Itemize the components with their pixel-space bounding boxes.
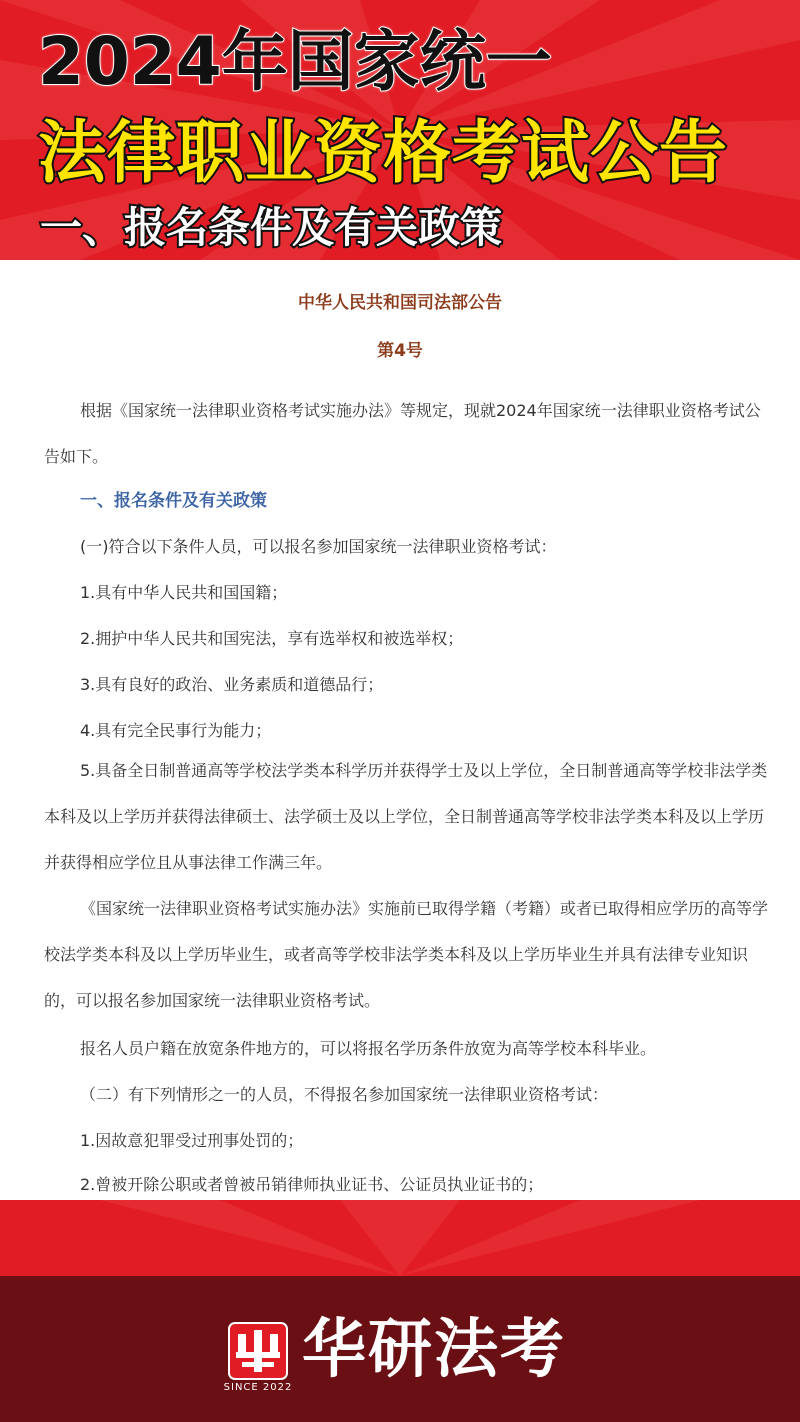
- footer-rays: [0, 1200, 800, 1276]
- sub-clause-1: (一)符合以下条件人员，可以报名参加国家统一法律职业资格考试：: [80, 537, 557, 556]
- announcement-document: [0, 260, 800, 1200]
- intro-paragraph: 根据《国家统一法律职业资格考试实施办法》等规定，现就2024年国家统一法律职业资格考试公告如下。: [44, 401, 761, 466]
- header-banner: [0, 0, 800, 260]
- title-section-line: 一、报名条件及有关政策: [40, 203, 503, 252]
- document-title: 中华人民共和国司法部公告: [298, 293, 502, 313]
- list-item: 1.具有中华人民共和国国籍；: [80, 583, 288, 602]
- since-label: SINCE 2022: [223, 1382, 293, 1393]
- list-item: 2.拥护中华人民共和国宪法，享有选举权和被选举权；: [80, 629, 464, 648]
- brand-logo-icon: [228, 1322, 288, 1380]
- relaxation-paragraph: 报名人员户籍在放宽条件地方的，可以将报名学历条件放宽为高等学校本科毕业。: [80, 1039, 657, 1058]
- sub-clause-2: （二）有下列情形之一的人员，不得报名参加国家统一法律职业资格考试：: [80, 1085, 609, 1104]
- list-item: 4.具有完全民事行为能力；: [80, 721, 272, 740]
- brand-name: 华研法考: [302, 1313, 566, 1387]
- implementation-paragraph: 《国家统一法律职业资格考试实施办法》实施前已取得学籍（考籍）或者已取得相应学历的高等学校法学类本科及以上学历毕业生，或者高等学校非法学类本科及以上学历毕业生并具有法律专业知识的，可以报名参加国家统一法律职业资格考试。: [44, 899, 769, 1010]
- list-item: 2.曾被开除公职或者曾被吊销律师执业证书、公证员执业证书的；: [80, 1175, 544, 1194]
- section-heading: 一、报名条件及有关政策: [80, 491, 267, 511]
- footer-red-band: [0, 1200, 800, 1276]
- title-main-line: 法律职业资格考试公告: [38, 114, 729, 193]
- list-item: 1.因故意犯罪受过刑事处罚的；: [80, 1131, 304, 1150]
- document-number: 第4号: [377, 341, 423, 361]
- list-item-5: 5.具备全日制普通高等学校法学类本科学历并获得学士及以上学位，全日制普通高等学校非法学类本科及以上学历并获得法律硕士、法学硕士及以上学位，全日制普通高等学校非法学类本科及以上学历并获得相应学位且从事法律工作满三年。: [44, 761, 768, 872]
- list-item: 3.具有良好的政治、业务素质和道德品行；: [80, 675, 384, 694]
- title-year-line: 2024年国家统一: [38, 23, 552, 100]
